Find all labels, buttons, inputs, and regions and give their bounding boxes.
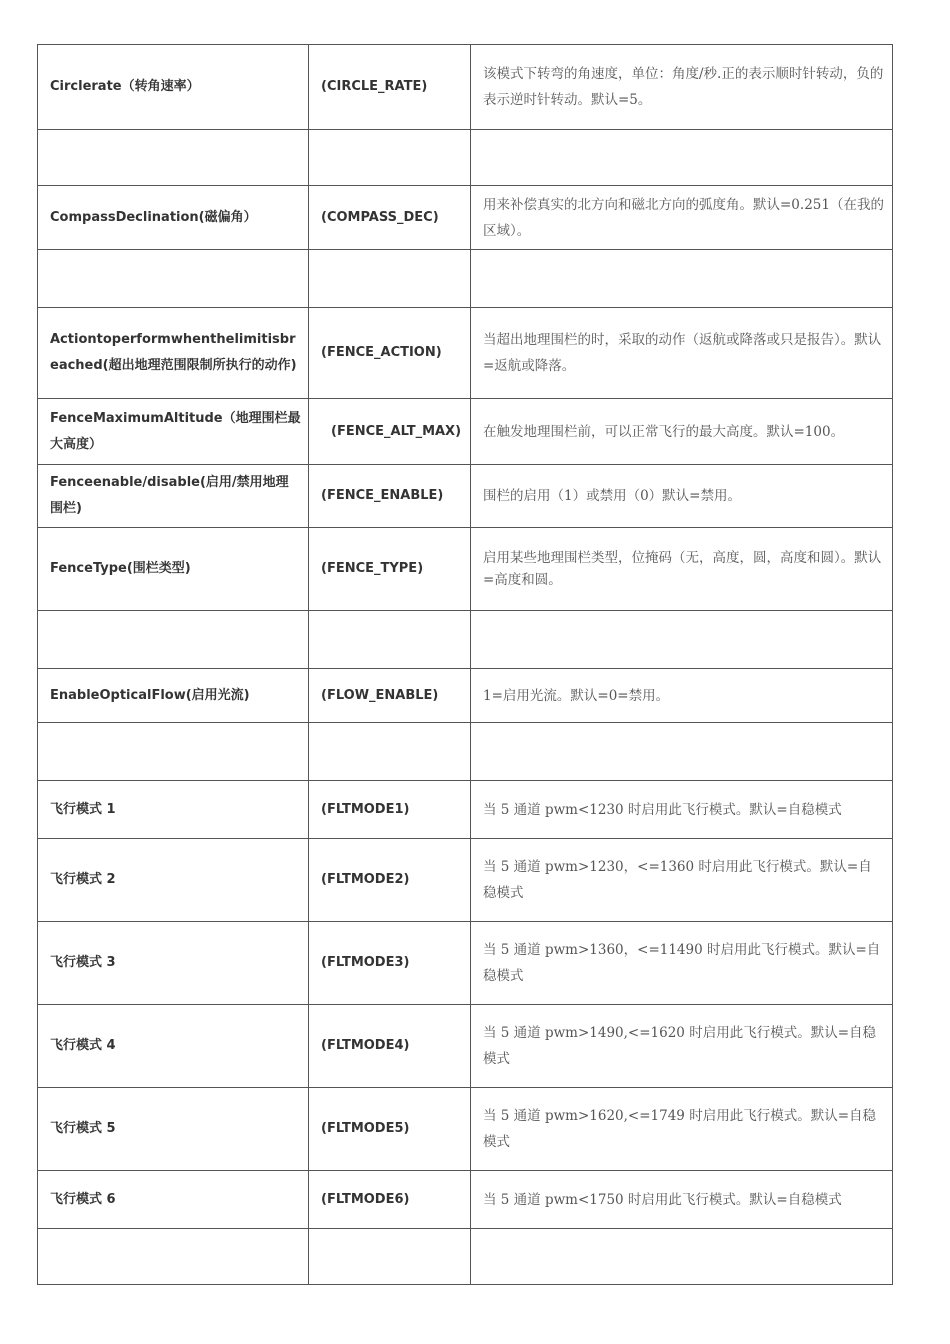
param-id-cell: (FLOW_ENABLE) [309,669,471,723]
param-name-cell [38,130,309,186]
table-row [38,781,893,839]
param-name-cell: FenceType(围栏类型) [38,528,309,611]
param-desc-cell [471,611,893,669]
param-desc-cell: 当 5 通道 pwm>1360，<=11490 时启用此飞行模式。默认=自稳模式 [471,922,893,1005]
param-id-cell: (FLTMODE3) [309,922,471,1005]
table-row [38,669,893,723]
param-name-cell: 飞行模式 2 [38,839,309,922]
param-name-cell: FenceMaximumAltitude（地理围栏最大高度） [38,399,309,465]
table-row [38,839,893,922]
table-row [38,250,893,308]
param-name-cell: 飞行模式 5 [38,1088,309,1171]
param-desc-cell [471,1229,893,1285]
param-id-cell [309,611,471,669]
param-desc-cell [471,130,893,186]
param-id-cell: (FLTMODE1) [309,781,471,839]
param-desc-cell [471,528,893,611]
table-row [38,528,893,611]
param-id-cell: (FLTMODE4) [309,1005,471,1088]
param-name-cell: 飞行模式 3 [38,922,309,1005]
param-id-cell: (FLTMODE2) [309,839,471,922]
param-desc-cell: 当 5 通道 pwm<1750 时启用此飞行模式。默认=自稳模式 [471,1171,893,1229]
param-name-cell [38,723,309,781]
table-row [38,1005,893,1088]
param-desc-cell: 在触发地理围栏前，可以正常飞行的最大高度。默认=100。 [471,399,893,465]
parameter-table [37,44,893,1285]
param-desc-cell: 1=启用光流。默认=0=禁用。 [471,669,893,723]
table-row [38,611,893,669]
param-id-cell: (FLTMODE5) [309,1088,471,1171]
param-id-cell: (FENCE_ENABLE) [309,465,471,528]
table-row [38,1229,893,1285]
param-name-cell: 飞行模式 4 [38,1005,309,1088]
param-name-cell [38,1229,309,1285]
param-desc-cell: 当 5 通道 pwm>1490,<=1620 时启用此飞行模式。默认=自稳模式 [471,1005,893,1088]
param-id-cell: (COMPASS_DEC) [309,186,471,250]
param-id-cell [309,723,471,781]
table-row [38,465,893,528]
param-desc-cell: 该模式下转弯的角速度，单位：角度/秒.正的表示顺时针转动，负的表示逆时针转动。默认=5。 [471,45,893,130]
param-desc-cell [471,723,893,781]
param-id-cell: (CIRCLE_RATE) [309,45,471,130]
table-row [38,922,893,1005]
param-desc-cell: 用来补偿真实的北方向和磁北方向的弧度角。默认=0.251（在我的区域）。 [471,186,893,250]
param-desc-cell: 围栏的启用（1）或禁用（0）默认=禁用。 [471,465,893,528]
param-id-cell [309,399,471,465]
table-row [38,130,893,186]
param-desc-cell [471,250,893,308]
table-row [38,399,893,465]
table-row [38,186,893,250]
param-name-cell: Circlerate（转角速率） [38,45,309,130]
param-name-cell: 飞行模式 1 [38,781,309,839]
param-name-cell: CompassDeclination(磁偏角） [38,186,309,250]
param-id-cell: (FENCE_ACTION) [309,308,471,399]
param-name-cell [38,250,309,308]
param-desc-cell: 当 5 通道 pwm>1230，<=1360 时启用此飞行模式。默认=自稳模式 [471,839,893,922]
table-row [38,1171,893,1229]
param-name-cell: Actiontoperformwhenthelimitisbreached(超出地理范围限制所执行的动作) [38,308,309,399]
table-row [38,308,893,399]
param-id-text: (FENCE_ALT_MAX) [331,423,462,439]
param-desc-cell: 当 5 通道 pwm>1620,<=1749 时启用此飞行模式。默认=自稳模式 [471,1088,893,1171]
param-name-cell [38,611,309,669]
param-desc-line: =高度和圆。 [483,572,562,588]
param-id-cell [309,130,471,186]
param-desc-cell: 当 5 通道 pwm<1230 时启用此飞行模式。默认=自稳模式 [471,781,893,839]
table-row [38,1088,893,1171]
table-row [38,45,893,130]
param-id-cell: (FENCE_TYPE) [309,528,471,611]
param-name-cell: Fenceenable/disable(启用/禁用地理围栏) [38,465,309,528]
table-row [38,723,893,781]
param-desc-cell: 当超出地理围栏的时，采取的动作（返航或降落或只是报告）。默认=返航或降落。 [471,308,893,399]
param-name-cell: 飞行模式 6 [38,1171,309,1229]
param-name-cell: EnableOpticalFlow(启用光流) [38,669,309,723]
param-desc-line: 启用某些地理围栏类型，位掩码（无，高度，圆，高度和圆）。默认 [483,550,882,566]
param-id-cell [309,250,471,308]
param-id-cell [309,1229,471,1285]
param-id-cell: (FLTMODE6) [309,1171,471,1229]
